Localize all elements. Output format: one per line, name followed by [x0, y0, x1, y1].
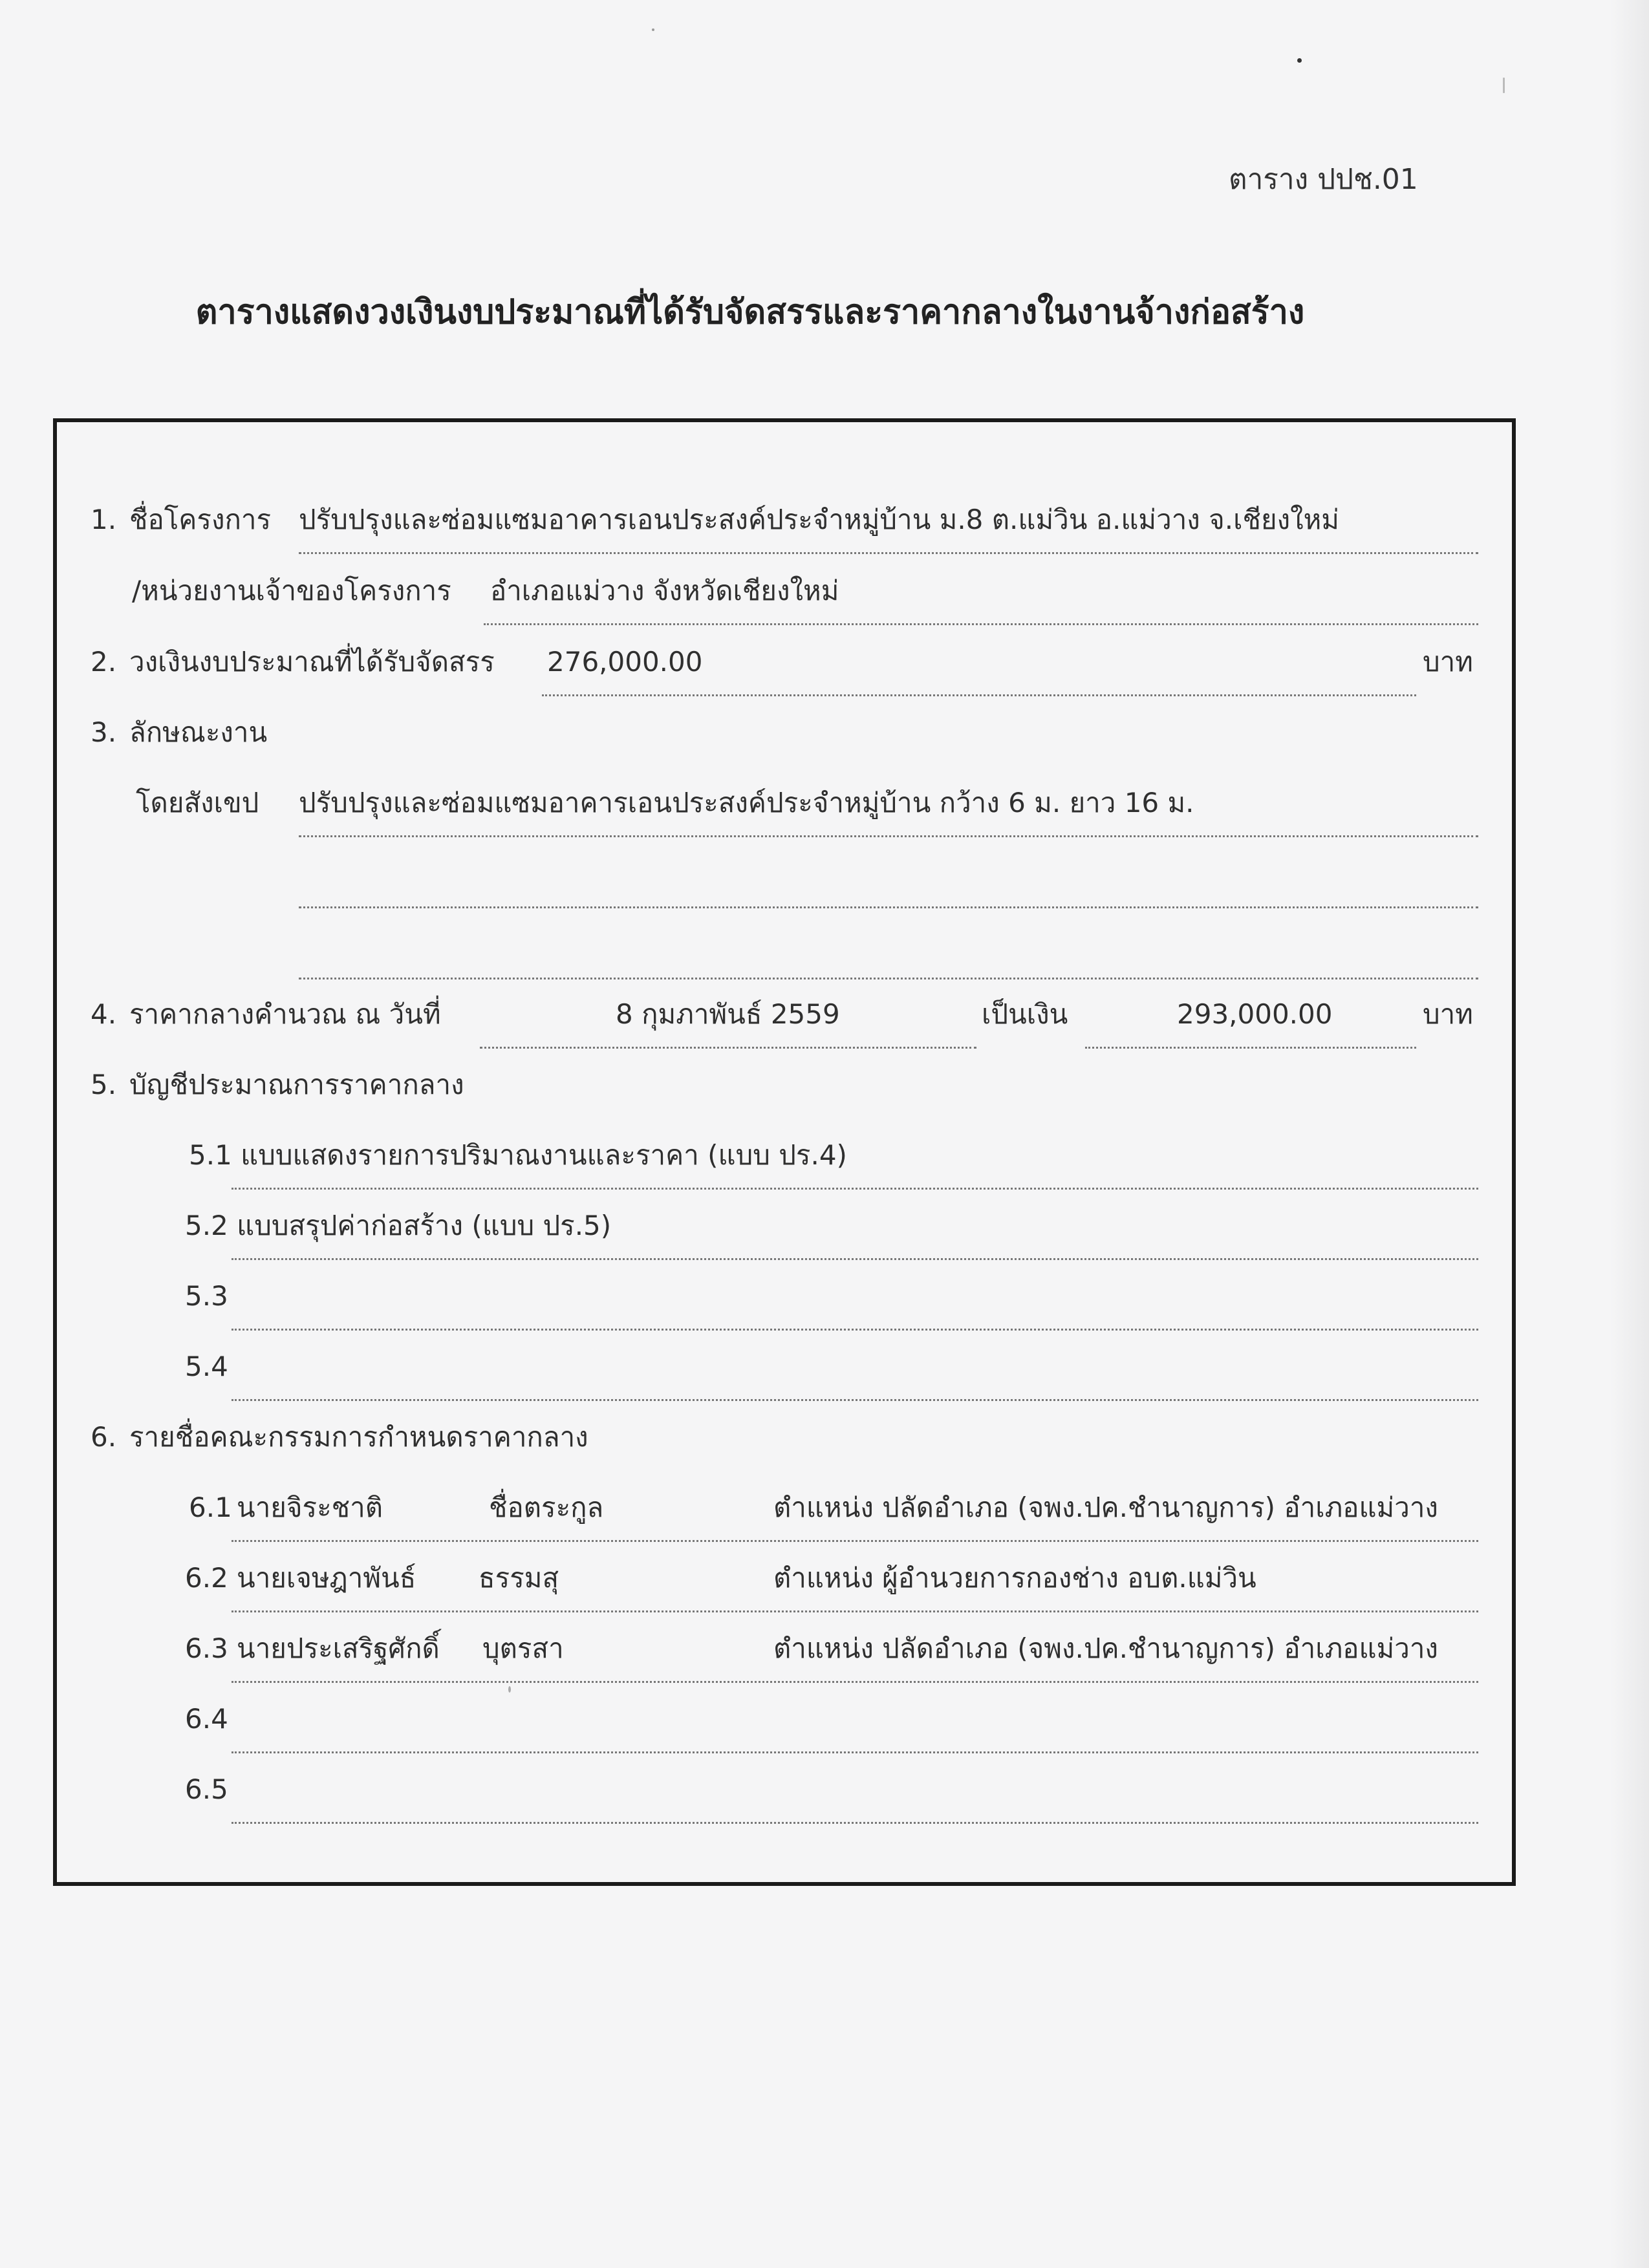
item3-line-3 [299, 978, 1478, 979]
item3-line-1 [299, 835, 1478, 837]
scan-speck [1297, 58, 1302, 63]
item5-label: บัญชีประมาณการราคากลาง [129, 1069, 464, 1100]
member-rule [232, 1540, 1478, 1542]
page-edge-shadow [1610, 0, 1649, 2268]
member-rule [232, 1610, 1478, 1612]
item2-label: วงเงินงบประมาณที่ได้รับจัดสรร [129, 646, 495, 678]
member-position: ตำแหน่ง ผู้อำนวยการกองช่าง อบต.แม่วิน [773, 1562, 1256, 1594]
item5-number: 5. [91, 1069, 117, 1100]
item4-amount: 293,000.00 [1177, 998, 1333, 1030]
item4-number: 4. [91, 998, 117, 1030]
item4-amount-label: เป็นเงิน [982, 998, 1068, 1030]
member-last-name: ชื่อตระกูล [489, 1492, 604, 1523]
item1-owner-label: /หน่วยงานเจ้าของโครงการ [132, 575, 451, 606]
item5-line-3: 5.3 [185, 1280, 228, 1312]
member-first-name: นายเจษฎาพันธ์ [237, 1562, 416, 1594]
member-number: 6.3 [185, 1632, 228, 1664]
scan-speck [652, 28, 654, 31]
item3-sub-label: โดยสังเขป [136, 787, 259, 818]
item4-date-line [480, 1047, 976, 1049]
member-position: ตำแหน่ง ปลัดอำเภอ (จพง.ปค.ชำนาญการ) อำเภอแม่วาง [773, 1632, 1438, 1664]
member-first-name: นายจิระชาติ [237, 1492, 383, 1523]
item2-number: 2. [91, 646, 117, 678]
item5-line-2: 5.2 แบบสรุปค่าก่อสร้าง (แบบ ปร.5) [185, 1210, 612, 1241]
member-last-name: ธรรมสุ [479, 1562, 559, 1594]
member-number: 6.4 [185, 1703, 228, 1735]
item5-line-3-rule [232, 1329, 1478, 1331]
item3-number: 3. [91, 716, 117, 748]
member-rule [232, 1822, 1478, 1824]
item4-unit: บาท [1423, 998, 1473, 1030]
scan-speck [1503, 78, 1505, 93]
member-number: 6.5 [185, 1773, 228, 1805]
member-rule [232, 1751, 1478, 1753]
item2-budget-value: 276,000.00 [547, 646, 703, 678]
member-number: 6.1 [189, 1492, 232, 1523]
item1-owner-value: อำเภอแม่วาง จังหวัดเชียงใหม่ [490, 575, 839, 606]
member-number: 6.2 [185, 1562, 228, 1594]
item5-line-2-rule [232, 1258, 1478, 1260]
form-code: ตาราง ปปช.01 [1229, 163, 1418, 196]
item6-number: 6. [91, 1421, 117, 1453]
member-position: ตำแหน่ง ปลัดอำเภอ (จพง.ปค.ชำนาญการ) อำเภอแม่วาง [773, 1492, 1438, 1523]
item5-line-1-rule [232, 1188, 1478, 1190]
item4-date: 8 กุมภาพันธ์ 2559 [616, 998, 840, 1030]
item1-label: ชื่อโครงการ [129, 504, 272, 535]
item4-label: ราคากลางคำนวณ ณ วันที่ [129, 998, 441, 1030]
item5-line-4-rule [232, 1399, 1478, 1401]
member-first-name: นายประเสริฐศักดิ์ [237, 1632, 440, 1664]
item4-amount-line [1085, 1047, 1416, 1049]
item2-unit: บาท [1423, 646, 1473, 678]
item3-label: ลักษณะงาน [129, 716, 268, 748]
item1-value-line [299, 552, 1478, 554]
item6-label: รายชื่อคณะกรรมการกำหนดราคากลาง [129, 1421, 588, 1453]
member-rule [232, 1681, 1478, 1683]
page-title: ตารางแสดงวงเงินงบประมาณที่ได้รับจัดสรรและราคากลางในงานจ้างก่อสร้าง [195, 293, 1305, 332]
item2-value-line [542, 694, 1416, 696]
item3-description: ปรับปรุงและซ่อมแซมอาคารเอนประสงค์ประจำหมู่บ้าน กว้าง 6 ม. ยาว 16 ม. [299, 787, 1194, 818]
item5-line-1: 5.1 แบบแสดงรายการปริมาณงานและราคา (แบบ ปร.4) [189, 1139, 847, 1171]
item5-line-4: 5.4 [185, 1351, 228, 1382]
item1-owner-line [484, 623, 1478, 625]
item3-line-2 [299, 906, 1478, 908]
item1-project-name: ปรับปรุงและซ่อมแซมอาคารเอนประสงค์ประจำหมู่บ้าน ม.8 ต.แม่วิน อ.แม่วาง จ.เชียงใหม่ [299, 504, 1339, 535]
item1-number: 1. [91, 504, 117, 535]
member-last-name: บุตรสา [482, 1632, 564, 1664]
